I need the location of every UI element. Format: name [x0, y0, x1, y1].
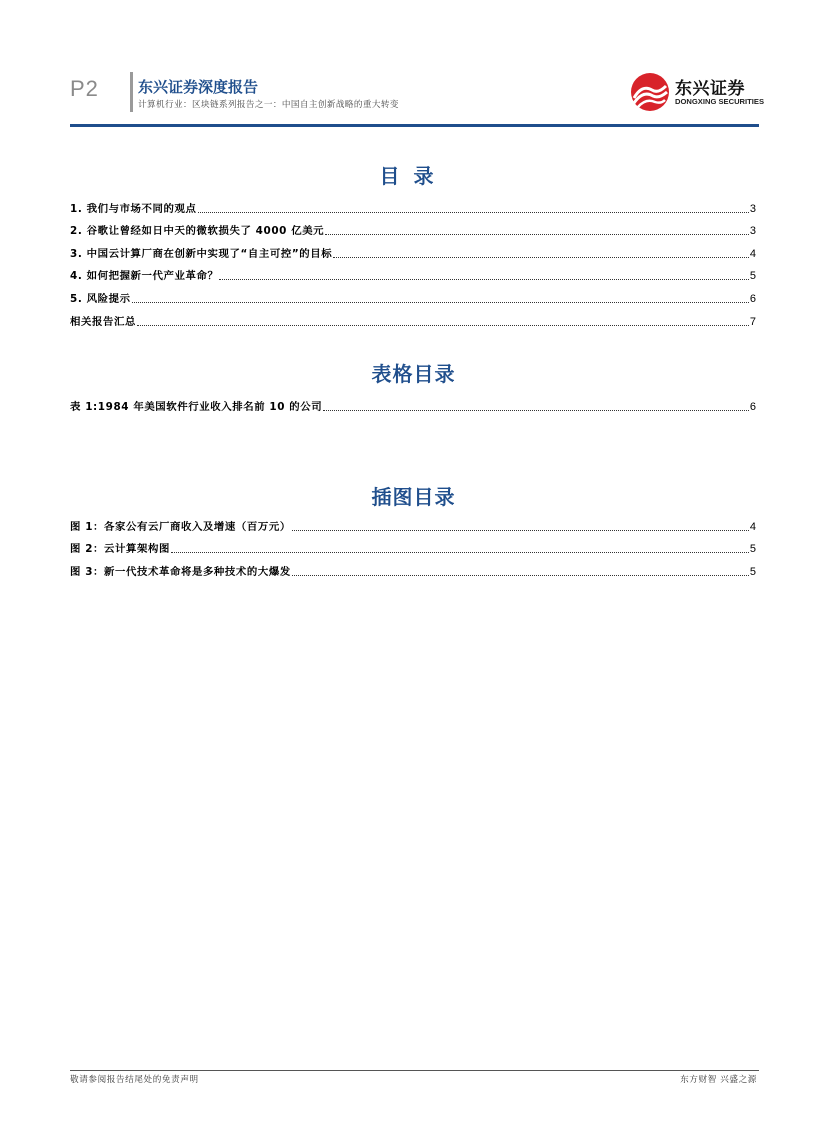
dot-leader: [171, 551, 749, 553]
toc-entry[interactable]: [70, 283, 756, 306]
figure-entry[interactable]: [70, 511, 756, 534]
toc-entry[interactable]: [70, 261, 756, 284]
toc-entry-label: 4. 如何把握新一代产业革命？: [70, 270, 219, 283]
toc-entry-label: 2. 谷歌让曾经如日中天的微软损失了 4000 亿美元: [70, 225, 325, 238]
figure-entry[interactable]: [70, 534, 756, 557]
toc-entry[interactable]: [70, 193, 756, 216]
company-logo: [628, 72, 765, 112]
toc-list: [70, 193, 756, 329]
dot-leader: [325, 233, 749, 235]
footer-rule: [70, 1070, 759, 1071]
toc-entry-label: 1. 我们与市场不同的观点: [70, 202, 197, 215]
page-number: P2: [70, 76, 99, 101]
figure-entry-label: 图 1：各家公有云厂商收入及增速（百万元）: [70, 520, 291, 533]
logo-chinese-name: 东兴证券: [675, 79, 745, 99]
table-entry[interactable]: [70, 391, 756, 414]
toc-entry-page: 5: [749, 270, 756, 283]
figure-entry-page: 5: [749, 565, 756, 578]
report-title: 东兴证券深度报告: [138, 78, 259, 96]
figure-entry-label: 图 2：云计算架构图: [70, 543, 170, 556]
disclaimer-note: 敬请参阅报告结尾处的免责声明: [70, 1075, 199, 1085]
dot-leader: [292, 529, 749, 531]
figure-entry-page: 5: [749, 543, 756, 556]
toc-entry-page: 4: [749, 247, 756, 260]
table-entry-label: 表 1:1984 年美国软件行业收入排名前 10 的公司: [70, 400, 323, 413]
toc-entry-label: 3. 中国云计算厂商在创新中实现了“自主可控”的目标: [70, 247, 333, 260]
toc-heading: 目录: [379, 164, 448, 188]
dot-leader: [333, 256, 749, 258]
dot-leader: [137, 324, 749, 326]
table-entry-page: 6: [749, 400, 756, 413]
figure-list-heading: 插图目录: [371, 485, 456, 509]
figure-entry-label: 图 3：新一代技术革命将是多种技术的大爆发: [70, 565, 291, 578]
toc-entry-page: 3: [749, 225, 756, 238]
dongxing-logo-icon: [628, 72, 672, 112]
report-subtitle: 计算机行业：区块链系列报告之一：中国自主创新战略的重大转变: [138, 100, 399, 110]
toc-entry-page: 7: [749, 315, 756, 328]
figure-entry[interactable]: [70, 556, 756, 579]
toc-entry[interactable]: [70, 238, 756, 261]
dot-leader: [219, 278, 748, 280]
figure-list: [70, 511, 756, 579]
toc-entry[interactable]: [70, 306, 756, 329]
dot-leader: [292, 574, 749, 576]
toc-entry-label: 相关报告汇总: [70, 315, 136, 328]
dot-leader: [132, 301, 749, 303]
logo-english-name: DONGXING SECURITIES: [675, 97, 765, 106]
toc-entry-label: 5. 风险提示: [70, 292, 131, 305]
dot-leader: [323, 409, 749, 411]
header-rule: [70, 124, 759, 127]
toc-entry-page: 3: [749, 202, 756, 215]
table-list-heading: 表格目录: [371, 362, 456, 386]
toc-entry[interactable]: [70, 216, 756, 239]
company-slogan: 东方财智 兴盛之源: [680, 1075, 757, 1085]
figure-entry-page: 4: [749, 520, 756, 533]
table-list: [70, 391, 756, 414]
header-divider: [130, 72, 133, 112]
toc-entry-page: 6: [749, 292, 756, 305]
dot-leader: [198, 211, 749, 213]
